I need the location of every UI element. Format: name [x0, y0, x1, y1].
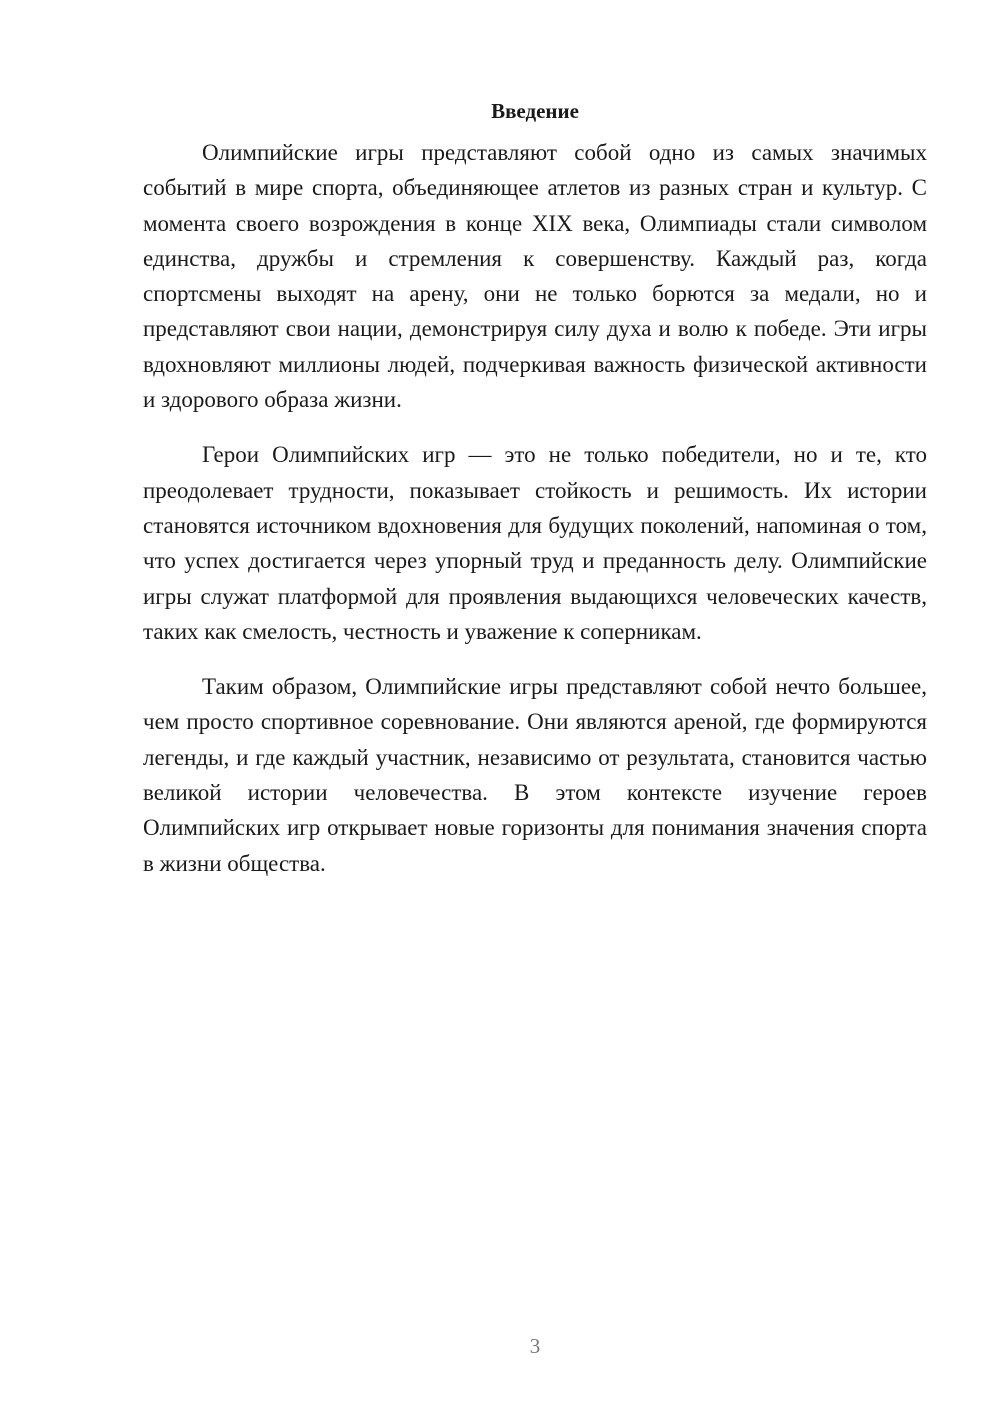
section-title: Введение [491, 99, 579, 123]
paragraph-2: Герои Олимпийских игр — это не только победители, но и те, кто преодолевает трудности, показывает стойкость и решимость. Их истории становятся источником вдохновения для будущих поколений, напоминая о том, что успех достигается через упорный труд и преданность делу. Олимпийские игры служат платформой для проявления выдающихся человеческих качеств, таких как смелость, честность и уважение к соперникам. [143, 442, 927, 644]
page-content [143, 94, 927, 881]
page-number: 3 [529, 1334, 541, 1358]
paragraph-1: Олимпийские игры представляют собой одно из самых значимых событий в мире спорта, объединяющее атлетов из разных стран и культур. С момента своего возрождения в конце XIX века, Олимпиады стали символом единства, дружбы и стремления к совершенству. Каждый раз, когда спортсмены выходят на арену, они не только борются за медали, но и представляют свои нации, демонстрируя силу духа и волю к победе. Эти игры вдохновляют миллионы людей, подчеркивая важность физической активности и здорового образа жизни. [143, 140, 927, 413]
paragraph-3: Таким образом, Олимпийские игры представляют собой нечто большее, чем просто спортивное соревнование. Они являются ареной, где формируются легенды, и где каждый участник, независимо от результата, становится частью великой истории человечества. В этом контексте изучение героев Олимпийских игр открывает новые горизонты для понимания значения спорта в жизни общества. [143, 674, 927, 876]
